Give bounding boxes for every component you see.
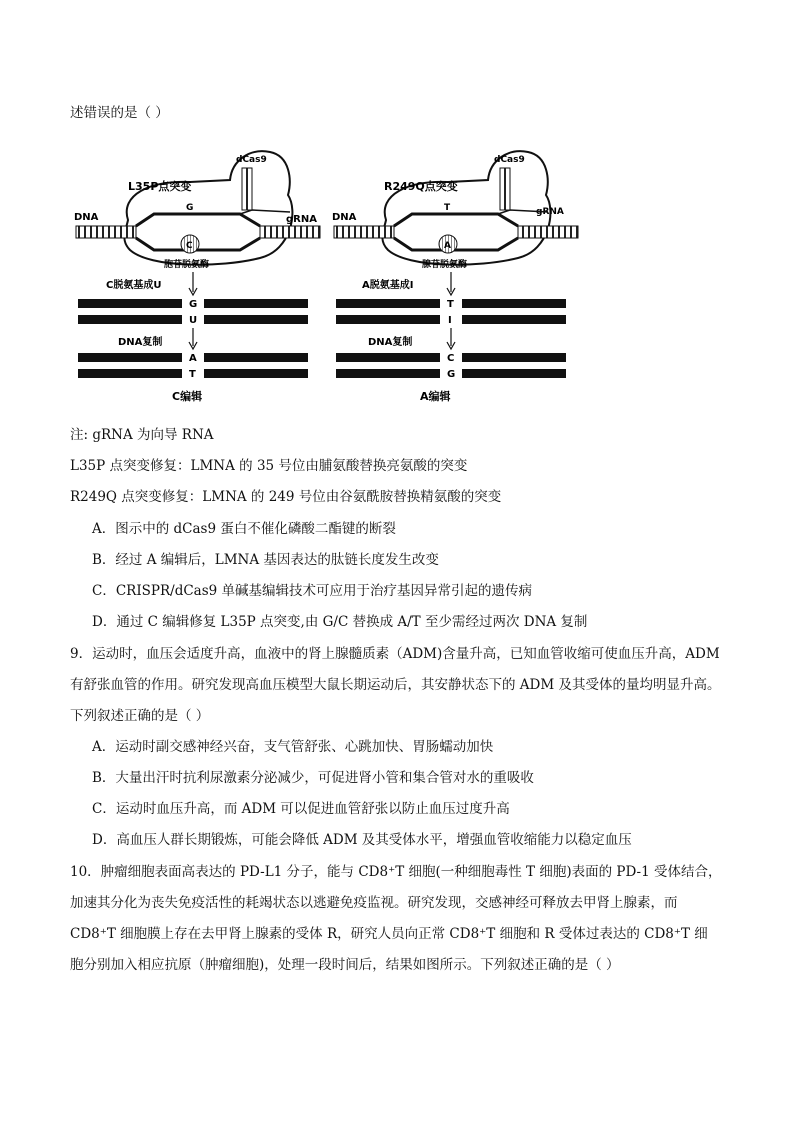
- dna-left-strand: [334, 226, 394, 238]
- q10-stem-line: 10．肿瘤细胞表面高表达的 PD-L1 分子，能与 CD8⁺T 细胞(一种细胞毒性 T 细胞)表面的 PD-1 受体结合，: [70, 864, 722, 880]
- strand-bar: [204, 369, 308, 378]
- row2-bottom-base: G: [447, 369, 456, 380]
- strand-bar: [78, 353, 182, 362]
- strand-bar: [336, 299, 440, 308]
- mutation-label: L35P点突变: [128, 180, 192, 193]
- q10-stem-line: 胞分别加入相应抗原（肿瘤细胞)，处理一段时间后，结果如图所示。下列叙述正确的是（ ）: [70, 957, 620, 973]
- dna-right-strand: [260, 226, 320, 238]
- q10-stem-line: 加速其分化为丧失免疫活性的耗竭状态以逃避免疫监视。研究发现，交感神经可释放去甲肾上腺素，而: [70, 895, 678, 911]
- step1-label: C脱氨基成U: [106, 280, 162, 291]
- row2-top-base: C: [447, 353, 455, 364]
- row1-bottom-base: U: [189, 315, 198, 326]
- row1-top-base: T: [447, 299, 454, 310]
- option-d: D．通过 C 编辑修复 L35P 点突变,由 G/C 替换成 A/T 至少需经过两次 DNA 复制: [92, 614, 588, 630]
- q9-option-a: A．运动时副交感神经兴奋，支气管舒张、心跳加快、胃肠蠕动加快: [92, 739, 494, 755]
- dcas9-label: dCas9: [236, 155, 267, 165]
- q9-option-b: B．大量出汗时抗利尿激素分泌减少，可促进肾小管和集合管对水的重吸收: [92, 770, 534, 786]
- strand-bar: [78, 299, 182, 308]
- option-c: C．CRISPR/dCas9 单碱基编辑技术可应用于治疗基因异常引起的遗传病: [92, 583, 533, 599]
- note-r249q: R249Q 点突变修复：LMNA 的 249 号位由谷氨酰胺替换精氨酸的突变: [70, 489, 502, 505]
- row2-top-base: A: [189, 353, 197, 364]
- step2-label: DNA复制: [368, 337, 413, 348]
- strand-bar: [462, 369, 566, 378]
- right-panel: [332, 151, 578, 403]
- q9-stem-line: 有舒张血管的作用。研究发现高血压模型大鼠长期运动后，其安静状态下的 ADM 及其受体的量均明显升高。: [70, 677, 721, 693]
- dna-bubble-top: [136, 214, 260, 226]
- dna-left-strand: [76, 226, 136, 238]
- strand-bar: [204, 315, 308, 324]
- base-letter: G: [186, 203, 194, 213]
- q9-option-c: C．运动时血压升高，而 ADM 可以促进血管舒张以防止血压过度升高: [92, 801, 510, 817]
- strand-bar: [462, 315, 566, 324]
- strand-bar: [204, 299, 308, 308]
- note-l35p: L35P 点突变修复：LMNA 的 35 号位由脯氨酸替换亮氨酸的突变: [70, 458, 468, 474]
- dcas9-label: dCas9: [494, 155, 525, 165]
- step2-label: DNA复制: [118, 337, 163, 348]
- strand-bar: [204, 353, 308, 362]
- grna-label: gRNA: [286, 214, 317, 225]
- grna-stem: [242, 168, 252, 210]
- strand-bar: [462, 299, 566, 308]
- question-stem-tail: 述错误的是（ ）: [70, 105, 169, 121]
- strand-bar: [462, 353, 566, 362]
- q9-option-d: D．高血压人群长期锻炼，可能会降低 ADM 及其受体水平，增强血管收缩能力以稳定血压: [92, 832, 632, 848]
- strand-bar: [336, 353, 440, 362]
- q9-stem-line: 下列叙述正确的是（ ）: [70, 708, 210, 724]
- q9-stem-line: 9．运动时，血压会适度升高，血液中的肾上腺髓质素（ADM)含量升高，已知血管收缩可使血压升高，ADM: [70, 646, 720, 662]
- dna-right-strand: [518, 226, 578, 238]
- enzyme-label: 胞苷脱氨酶: [164, 260, 210, 270]
- strand-bar: [78, 315, 182, 324]
- option-b: B．经过 A 编辑后，LMNA 基因表达的肽链长度发生改变: [92, 552, 439, 568]
- grna-label: gRNA: [536, 207, 564, 217]
- grna-strand: [240, 210, 290, 214]
- strand-bar: [336, 369, 440, 378]
- strand-bar: [336, 315, 440, 324]
- dna-label: DNA: [332, 212, 357, 223]
- left-panel: [74, 151, 320, 403]
- dna-bubble-top: [394, 214, 518, 226]
- mutation-label: R249Q点突变: [384, 180, 458, 193]
- panel-caption: C编辑: [172, 390, 203, 403]
- panel-caption: A编辑: [420, 390, 451, 403]
- strand-bar: [78, 369, 182, 378]
- row1-top-base: G: [189, 299, 198, 310]
- base-letter: T: [444, 203, 451, 213]
- enzyme-label: 腺苷脱氨酶: [422, 260, 468, 270]
- note-grna: 注: gRNA 为向导 RNA: [70, 427, 214, 443]
- enzyme-letter: A: [444, 241, 451, 251]
- q10-stem-line: CD8⁺T 细胞膜上存在去甲肾上腺素的受体 R，研究人员向正常 CD8⁺T 细胞和 R 受体过表达的 CD8⁺T 细: [70, 926, 708, 942]
- step1-label: A脱氨基成I: [362, 280, 414, 291]
- row1-bottom-base: I: [448, 315, 452, 326]
- row2-bottom-base: T: [189, 369, 196, 380]
- enzyme-letter: C: [186, 241, 193, 251]
- base-editing-diagram: [70, 140, 590, 410]
- dna-label: DNA: [74, 212, 99, 223]
- option-a: A．图示中的 dCas9 蛋白不催化磷酸二酯键的断裂: [92, 521, 396, 537]
- grna-stem: [500, 168, 510, 210]
